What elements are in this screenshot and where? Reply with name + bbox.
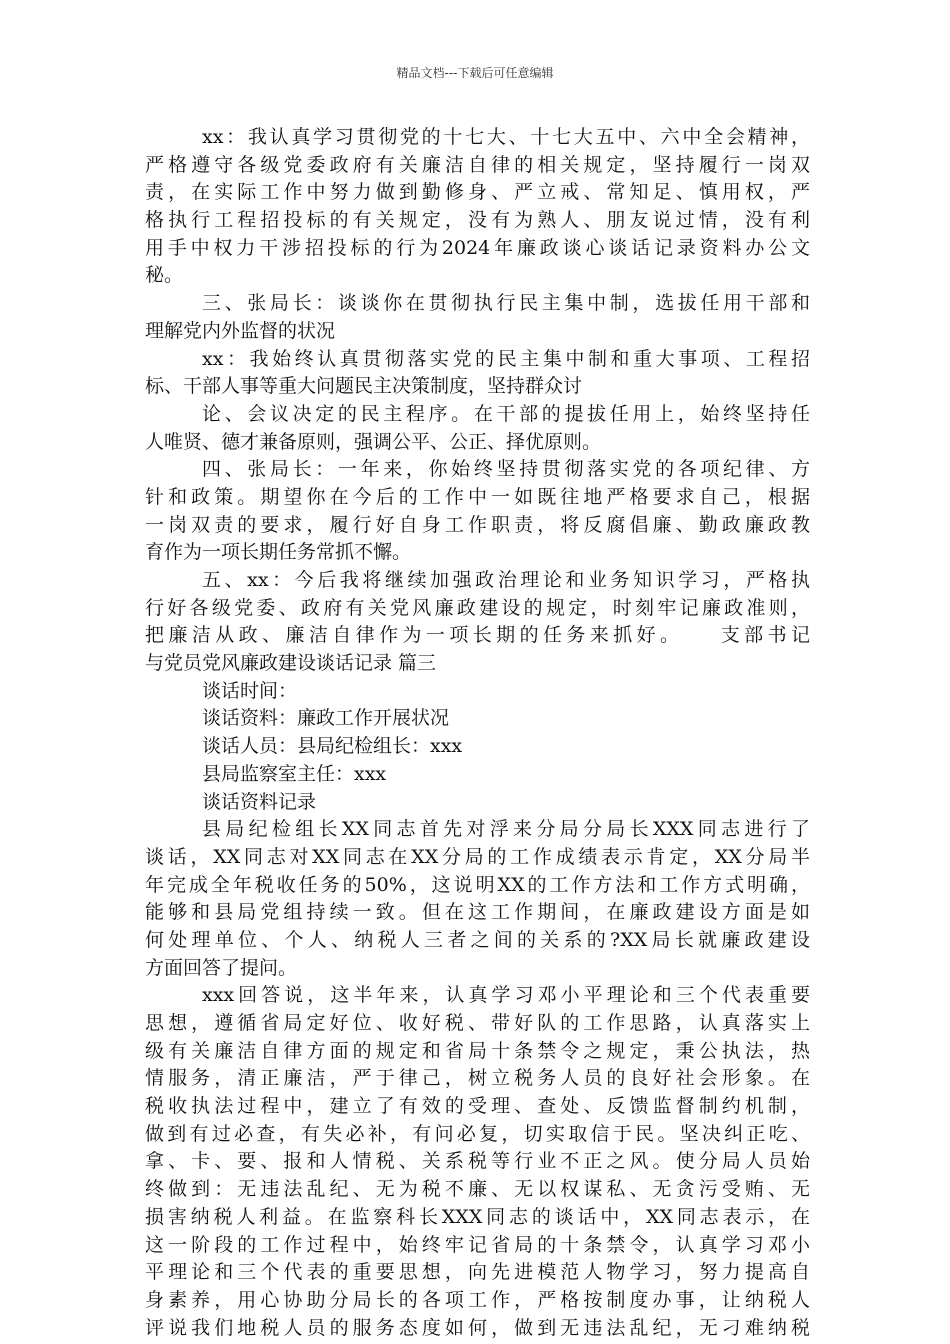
text-line: 谈话人员：县局纪检组长：xxx — [202, 735, 463, 758]
text-line: 人唯贤、德才兼备原则，强调公平、公正、择优原则。 — [145, 430, 602, 453]
text-line: 税收执法过程中，建立了有效的受理、查处、反馈监督制约机制， — [145, 1095, 810, 1118]
text-line: 行好各级党委、政府有关党风廉政建设的规定，时刻牢记廉政准则， — [145, 596, 810, 619]
text-line: 这一阶段的工作过程中，始终牢记省局的十条禁令，认真学习邓小 — [145, 1233, 810, 1256]
text-line: 把廉洁从政、廉洁自律作为一项长期的任务来抓好。 支部书记 — [145, 624, 810, 647]
document-body — [145, 124, 810, 1342]
text-line: 论、会议决定的民主程序。在干部的提拔任用上，始终坚持任 — [202, 402, 810, 425]
text-line: 评说我们地税人员的服务态度如何，做到无违法乱纪，无刁难纳税 — [145, 1316, 810, 1339]
text-line: 身素养，用心协助分局长的各项工作，严格按制度办事，让纳税人 — [145, 1288, 810, 1311]
text-line: 标、干部人事等重大问题民主决策制度，坚持群众讨 — [145, 375, 583, 398]
page-header: 精品文档---下载后可任意编辑 — [396, 66, 554, 80]
text-line: 做到有过必查，有失必补，有问必复，切实取信于民。坚决纠正吃、 — [145, 1122, 810, 1145]
text-line: 针和政策。期望你在今后的工作中一如既往地严格要求自己，根据 — [145, 485, 810, 508]
text-line: 五、xx：今后我将继续加强政治理论和业务知识学习，严格执 — [202, 569, 810, 591]
text-line: 严格遵守各级党委政府有关廉洁自律的相关规定，坚持履行一岗双 — [145, 153, 810, 176]
text-line: xx：我始终认真贯彻落实党的民主集中制和重大事项、工程招 — [202, 347, 810, 370]
text-line: 县局监察室主任：xxx — [202, 762, 387, 785]
text-line: 用手中权力干涉招投标的行为2024年廉政谈心谈话记录资料办公文 — [145, 236, 810, 259]
text-line: 县局纪检组长XX同志首先对浮来分局分局长XXX同志进行了 — [202, 818, 810, 841]
text-line: 与党员党风廉政建设谈话记录 篇三 — [145, 652, 437, 675]
text-line: 何处理单位、个人、纳税人三者之间的关系的?XX局长就廉政建设 — [145, 928, 810, 951]
text-line: 年完成全年税收任务的50%，这说明XX的工作方法和工作方式明确， — [145, 873, 810, 896]
text-line: 谈话资料：廉政工作开展状况 — [202, 707, 450, 730]
text-line: 级有关廉洁自律方面的规定和省局十条禁令之规定，秉公执法，热 — [145, 1039, 810, 1062]
text-line: xx：我认真学习贯彻党的十七大、十七大五中、六中全会精神， — [202, 126, 810, 148]
text-line: 思想，遵循省局定好位、收好税、带好队的工作思路，认真落实上 — [145, 1012, 810, 1034]
text-line: 方面回答了提问。 — [145, 956, 298, 979]
text-line: 拿、卡、要、报和人情税、关系税等行业不正之风。使分局人员始 — [145, 1150, 810, 1173]
text-line: 理解党内外监督的状况 — [145, 319, 336, 342]
text-line: 三、张局长：谈谈你在贯彻执行民主集中制，选拔任用干部和 — [202, 292, 810, 315]
text-line: 损害纳税人利益。在监察科长XXX同志的谈话中，XX同志表示，在 — [145, 1205, 810, 1228]
text-line: 终做到：无违法乱纪、无为税不廉、无以权谋私、无贪污受贿、无 — [145, 1178, 810, 1201]
text-line: 谈话，XX同志对XX同志在XX分局的工作成绩表示肯定，XX分局半 — [145, 845, 810, 868]
text-line: 谈话时间： — [202, 679, 298, 702]
text-line: 责，在实际工作中努力做到勤修身、严立戒、常知足、慎用权，严 — [145, 181, 810, 204]
text-line: xxx回答说，这半年来，认真学习邓小平理论和三个代表重要 — [202, 984, 810, 1007]
text-line: 格执行工程招投标的有关规定，没有为熟人、朋友说过情，没有利 — [145, 209, 810, 232]
text-line: 秘。 — [145, 264, 184, 287]
text-line: 育作为一项长期任务常抓不懈。 — [145, 541, 412, 564]
text-line: 谈话资料记录 — [202, 790, 317, 813]
text-line: 情服务，清正廉洁，严于律己，树立税务人员的良好社会形象。在 — [145, 1067, 810, 1090]
text-line: 一岗双责的要求，履行好自身工作职责，将反腐倡廉、勤政廉政教 — [145, 513, 810, 536]
text-line: 四、张局长：一年来，你始终坚持贯彻落实党的各项纪律、方 — [202, 458, 810, 481]
text-line: 平理论和三个代表的重要思想，向先进模范人物学习，努力提高自 — [145, 1261, 810, 1284]
text-line: 能够和县局党组持续一致。但在这工作期间，在廉政建设方面是如 — [145, 901, 810, 924]
